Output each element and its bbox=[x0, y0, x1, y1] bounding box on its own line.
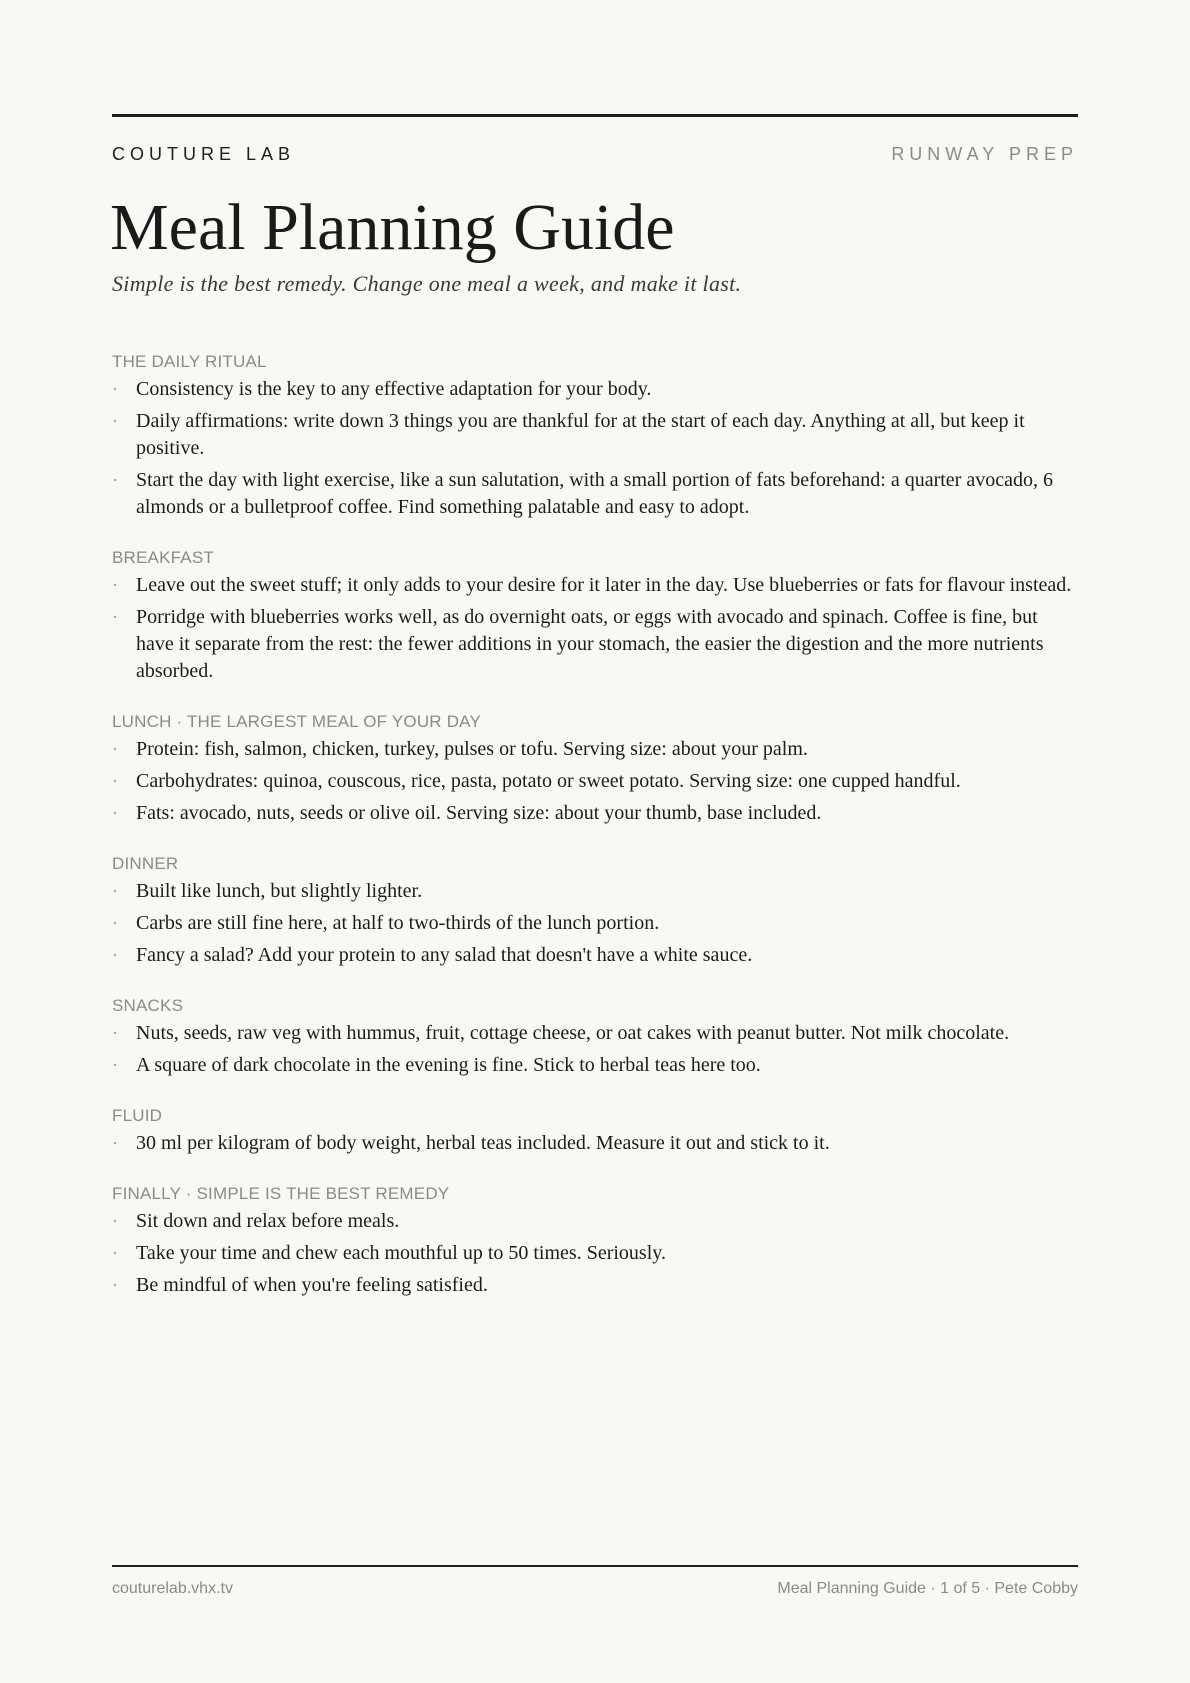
section bbox=[112, 853, 1078, 969]
bullet-dot-icon: · bbox=[112, 739, 118, 759]
list-item-text: Take your time and chew each mouthful up to 50 times. Seriously. bbox=[136, 1242, 666, 1264]
list-item-text: Fats: avocado, nuts, seeds or olive oil. Serving size: about your thumb, base included. bbox=[136, 802, 822, 824]
page-subtitle: Simple is the best remedy. Change one meal a week, and make it last. bbox=[112, 271, 742, 296]
list-item-text: Daily affirmations: write down 3 things you are thankful for at the start of each day. Anything at all, but keep it positive. bbox=[136, 410, 1025, 459]
list-item bbox=[112, 572, 1078, 599]
list-item-text: Built like lunch, but slightly lighter. bbox=[136, 880, 423, 902]
list-item bbox=[112, 408, 1078, 462]
list-item bbox=[112, 467, 1078, 521]
list-item bbox=[112, 878, 1078, 905]
bullet-dot-icon: · bbox=[112, 575, 118, 595]
section-heading: SNACKS bbox=[112, 996, 184, 1015]
list-item-text: Porridge with blueberries works well, as do overnight oats, or eggs with avocado and spinach. Coffee is fine, but have it separate from the rest: the fewer additions in your stomach, the easier the digestion and the more nutrients absorbed. bbox=[136, 606, 1044, 682]
list-item bbox=[112, 1020, 1078, 1047]
brand-label: COUTURE LAB bbox=[112, 144, 296, 164]
bullet-dot-icon: · bbox=[112, 803, 118, 823]
list-item-text: Fancy a salad? Add your protein to any salad that doesn't have a white sauce. bbox=[136, 944, 753, 966]
top-rule bbox=[112, 114, 1078, 117]
bullet-dot-icon: · bbox=[112, 1023, 118, 1043]
bullet-list bbox=[112, 1208, 1078, 1299]
bullet-dot-icon: · bbox=[112, 411, 118, 431]
footer-url: couturelab.vhx.tv bbox=[112, 1580, 233, 1597]
bullet-dot-icon: · bbox=[112, 945, 118, 965]
list-item bbox=[112, 1272, 1078, 1299]
list-item-text: A square of dark chocolate in the evening is fine. Stick to herbal teas here too. bbox=[136, 1054, 761, 1076]
footer-page-info: Meal Planning Guide · 1 of 5 · Pete Cobby bbox=[777, 1580, 1078, 1597]
bullet-list bbox=[112, 376, 1078, 521]
section-heading: THE DAILY RITUAL bbox=[112, 352, 267, 371]
bullet-dot-icon: · bbox=[112, 1275, 118, 1295]
list-item-text: Carbohydrates: quinoa, couscous, rice, pasta, potato or sweet potato. Serving size: one cupped handful. bbox=[136, 770, 961, 792]
list-item bbox=[112, 1130, 1078, 1157]
list-item bbox=[112, 376, 1078, 403]
section bbox=[112, 1105, 1078, 1157]
bullet-dot-icon: · bbox=[112, 1211, 118, 1231]
bullet-list bbox=[112, 572, 1078, 685]
section bbox=[112, 995, 1078, 1079]
list-item-text: Nuts, seeds, raw veg with hummus, fruit, cottage cheese, or oat cakes with peanut butter. Not milk chocolate. bbox=[136, 1022, 1010, 1044]
list-item bbox=[112, 800, 1078, 827]
bullet-dot-icon: · bbox=[112, 1055, 118, 1075]
bullet-dot-icon: · bbox=[112, 881, 118, 901]
list-item-text: Carbs are still fine here, at half to two-thirds of the lunch portion. bbox=[136, 912, 660, 934]
list-item-text: Leave out the sweet stuff; it only adds to your desire for it later in the day. Use blueberries or fats for flavour instead. bbox=[136, 574, 1072, 596]
section-heading: DINNER bbox=[112, 854, 179, 873]
list-item-text: Sit down and relax before meals. bbox=[136, 1210, 400, 1232]
list-item-text: Consistency is the key to any effective adaptation for your body. bbox=[136, 378, 652, 400]
section bbox=[112, 711, 1078, 827]
bullet-dot-icon: · bbox=[112, 913, 118, 933]
bullet-dot-icon: · bbox=[112, 1243, 118, 1263]
bullet-list bbox=[112, 1020, 1078, 1079]
bullet-list bbox=[112, 1130, 1078, 1157]
list-item bbox=[112, 1208, 1078, 1235]
list-item bbox=[112, 1052, 1078, 1079]
bullet-list bbox=[112, 878, 1078, 969]
list-item-text: Start the day with light exercise, like a sun salutation, with a small portion of fats beforehand: a quarter avocado, 6 almonds or a bulletproof coffee. Find something palatable and easy to adopt. bbox=[136, 469, 1053, 518]
bullet-dot-icon: · bbox=[112, 771, 118, 791]
bullet-dot-icon: · bbox=[112, 607, 118, 627]
list-item-text: Be mindful of when you're feeling satisfied. bbox=[136, 1274, 488, 1296]
section bbox=[112, 1183, 1078, 1299]
list-item bbox=[112, 768, 1078, 795]
series-label: RUNWAY PREP bbox=[891, 144, 1078, 164]
section-heading: FLUID bbox=[112, 1106, 163, 1125]
section-heading: BREAKFAST bbox=[112, 548, 214, 567]
section-heading: LUNCH · THE LARGEST MEAL OF YOUR DAY bbox=[112, 712, 481, 731]
bullet-dot-icon: · bbox=[112, 379, 118, 399]
list-item bbox=[112, 910, 1078, 937]
list-item bbox=[112, 1240, 1078, 1267]
bottom-rule bbox=[112, 1565, 1078, 1567]
bullet-dot-icon: · bbox=[112, 470, 118, 490]
guide-content bbox=[112, 351, 1078, 1325]
list-item-text: 30 ml per kilogram of body weight, herbal teas included. Measure it out and stick to it. bbox=[136, 1132, 830, 1154]
bullet-dot-icon: · bbox=[112, 1133, 118, 1153]
section bbox=[112, 547, 1078, 685]
bullet-list bbox=[112, 736, 1078, 827]
page-title: Meal Planning Guide bbox=[110, 191, 675, 264]
list-item bbox=[112, 942, 1078, 969]
document-page bbox=[112, 0, 1078, 1683]
section bbox=[112, 351, 1078, 521]
list-item-text: Protein: fish, salmon, chicken, turkey, pulses or tofu. Serving size: about your palm. bbox=[136, 738, 808, 760]
list-item bbox=[112, 604, 1078, 685]
list-item bbox=[112, 736, 1078, 763]
section-heading: FINALLY · SIMPLE IS THE BEST REMEDY bbox=[112, 1184, 450, 1203]
